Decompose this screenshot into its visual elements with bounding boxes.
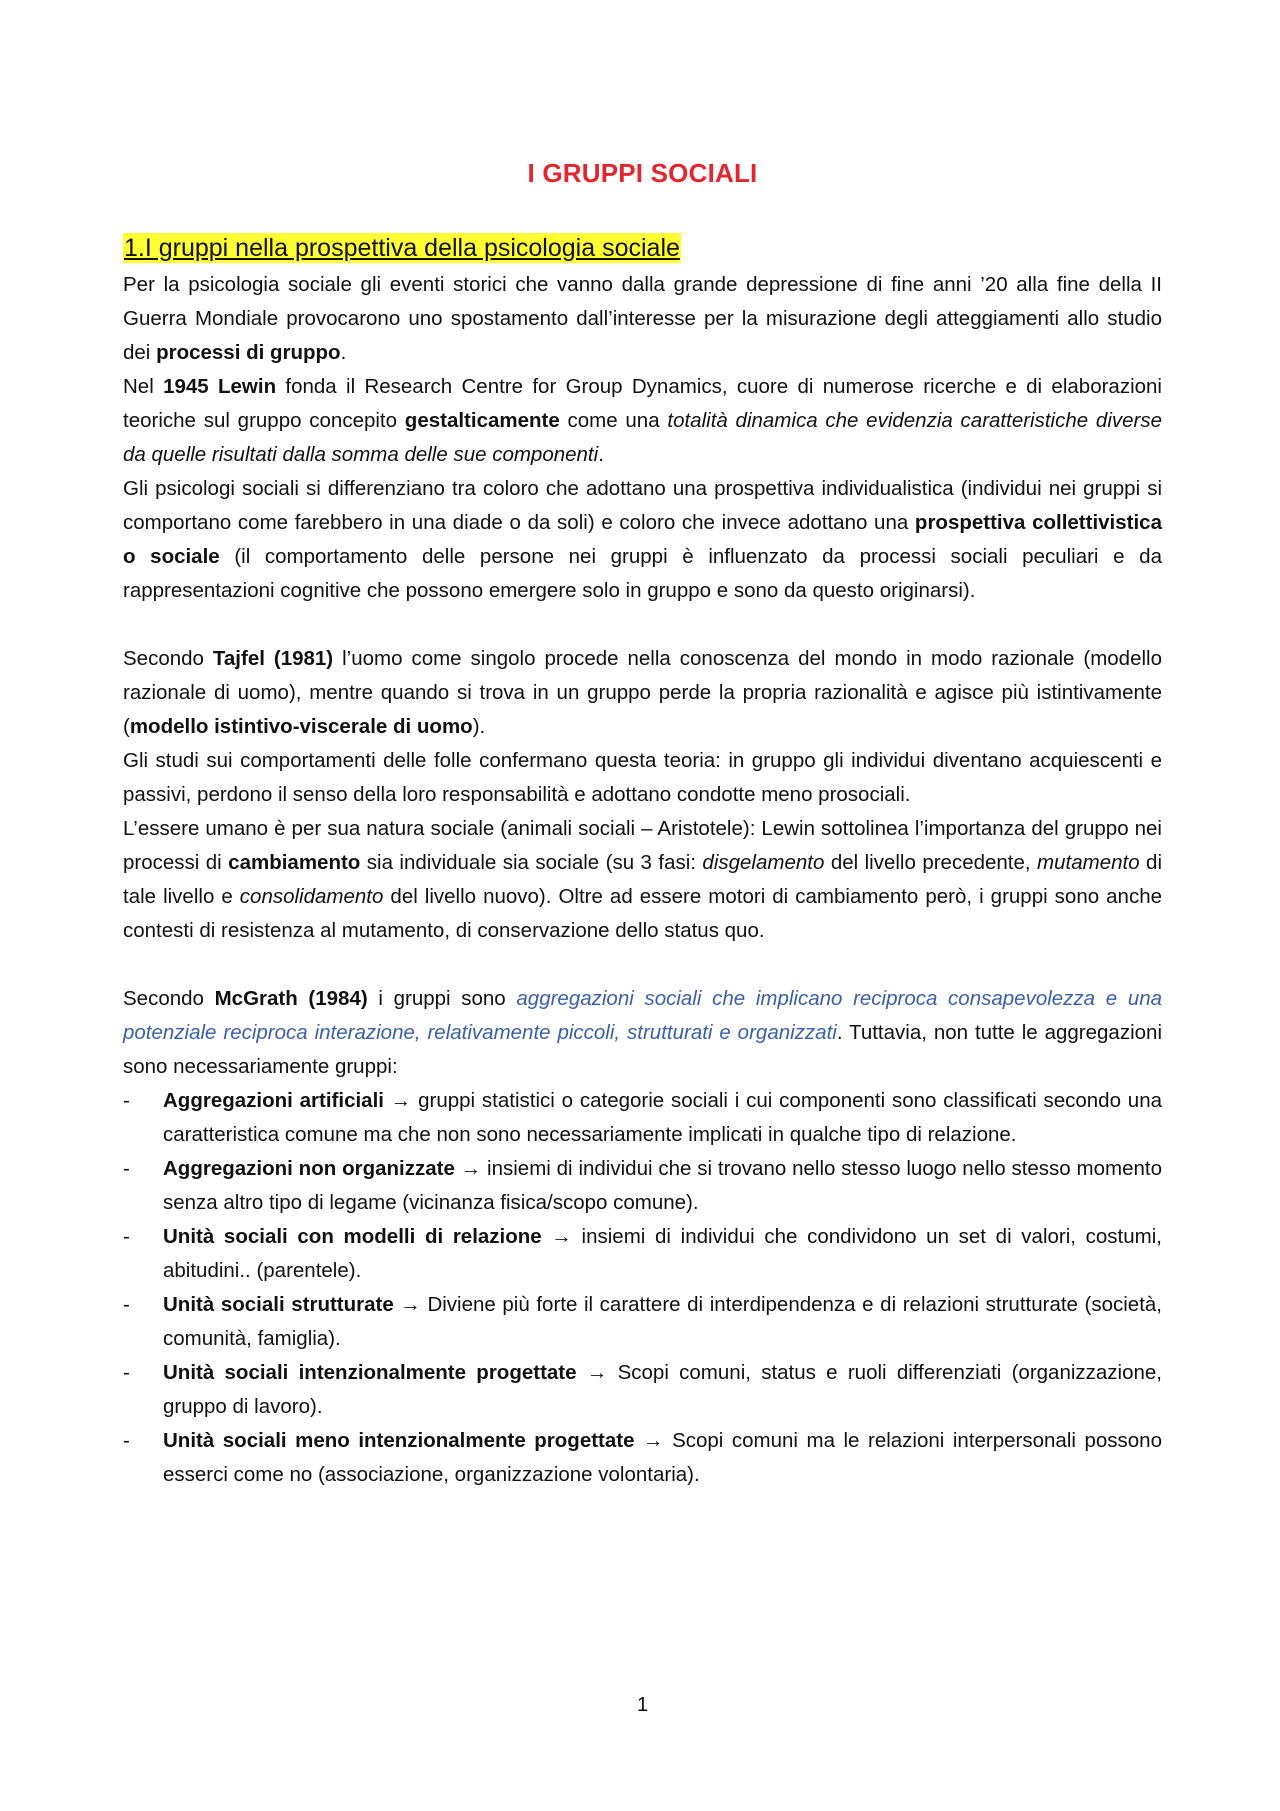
document-body bbox=[123, 268, 1162, 1492]
list-item: - Unità sociali strutturate → Diviene più forte il carattere di interdipendenza e di relazioni strutturate (società, comunità, famiglia). bbox=[123, 1293, 1163, 1350]
paragraph-2: Nel 1945 Lewin fonda il Research Centre for Group Dynamics, cuore di numerose ricerche e di elaborazioni teoriche sul gruppo concepito gestalticamente come una totalità dinamica che evidenzia caratteristiche diverse da quelle risultati dalla somma delle sue componenti. bbox=[123, 375, 1163, 466]
list-item: - Aggregazioni artificiali → gruppi statistici o categorie sociali i cui componenti sono classificati secondo una caratteristica comune ma che non sono necessariamente implicati in qualche tipo di relazione. bbox=[123, 1089, 1162, 1146]
aggregation-list bbox=[123, 1084, 1162, 1492]
document-title: I GRUPPI SOCIALI bbox=[527, 158, 758, 188]
list-item: - Unità sociali intenzionalmente progettate → Scopi comuni, status e ruoli differenziati (organizzazione, gruppo di lavoro). bbox=[123, 1361, 1163, 1418]
arrow-right-icon: → bbox=[551, 1225, 572, 1248]
list-item: - Unità sociali meno intenzionalmente progettate → Scopi comuni ma le relazioni interpersonali possono esserci come no (associazione, organizzazione volontaria). bbox=[123, 1429, 1162, 1486]
arrow-right-icon: → bbox=[400, 1293, 421, 1316]
spacer bbox=[123, 948, 1162, 982]
arrow-right-icon: → bbox=[390, 1089, 412, 1112]
list-item: - Unità sociali con modelli di relazione → insiemi di individui che condividono un set di valori, costumi, abitudini.. (parentele). bbox=[123, 1225, 1162, 1282]
spacer bbox=[123, 608, 1162, 642]
paragraph-4: Secondo Tajfel (1981) l’uomo come singolo procede nella conoscenza del mondo in modo razionale (modello razionale di uomo), mentre quando si trova in un gruppo perde la propria razionalità e agisce più istintivamente (modello istintivo-viscerale di uomo). bbox=[123, 647, 1162, 738]
paragraph-6: L’essere umano è per sua natura sociale (animali sociali – Aristotele): Lewin sottolinea l’importanza del gruppo nei processi di cambiamento sia individuale sia sociale (su 3 fasi: disgelamento del livello precedente, mutamento di tale livello e consolidamento del livello nuovo). Oltre ad essere motori di cambiamento però, i gruppi sono anche contesti di resistenza al mutamento, di conservazione dello status quo. bbox=[123, 817, 1163, 942]
paragraph-1: Per la psicologia sociale gli eventi storici che vanno dalla grande depressione di fine anni ’20 alla fine della II Guerra Mondiale provocarono uno spostamento dall’interesse per la misurazione degli atteggiamenti allo studio dei processi di gruppo. bbox=[123, 273, 1162, 364]
page-number: 1 bbox=[636, 1694, 649, 1716]
section-heading: 1.I gruppi nella prospettiva della psicologia sociale bbox=[124, 234, 680, 262]
arrow-right-icon: → bbox=[643, 1429, 664, 1452]
list-item: - Aggregazioni non organizzate → insiemi di individui che si trovano nello stesso luogo nello stesso momento senza altro tipo di legame (vicinanza fisica/scopo comune). bbox=[123, 1157, 1162, 1214]
paragraph-3: Gli psicologi sociali si differenziano tra coloro che adottano una prospettiva individualistica (individui nei gruppi si comportano come farebbero in una diade o da soli) e coloro che invece adottano una prospettiva collettivistica o sociale (il comportamento delle persone nei gruppi è influenzato da processi sociali peculiari e da rappresentazioni cognitive che possono emergere solo in gruppo e sono da questo originarsi). bbox=[123, 477, 1162, 602]
paragraph-7: Secondo McGrath (1984) i gruppi sono aggregazioni sociali che implicano reciproca consapevolezza e una potenziale reciproca interazione, relativamente piccoli, strutturati e organizzati. Tuttavia, non tutte le aggregazioni sono necessariamente gruppi: bbox=[123, 987, 1163, 1078]
arrow-right-icon: → bbox=[460, 1157, 482, 1180]
paragraph-5: Gli studi sui comportamenti delle folle confermano questa teoria: in gruppo gli individui diventano acquiescenti e passivi, perdono il senso della loro responsabilità e adottano condotte meno prosociali. bbox=[123, 749, 1162, 806]
arrow-right-icon: → bbox=[586, 1361, 608, 1384]
